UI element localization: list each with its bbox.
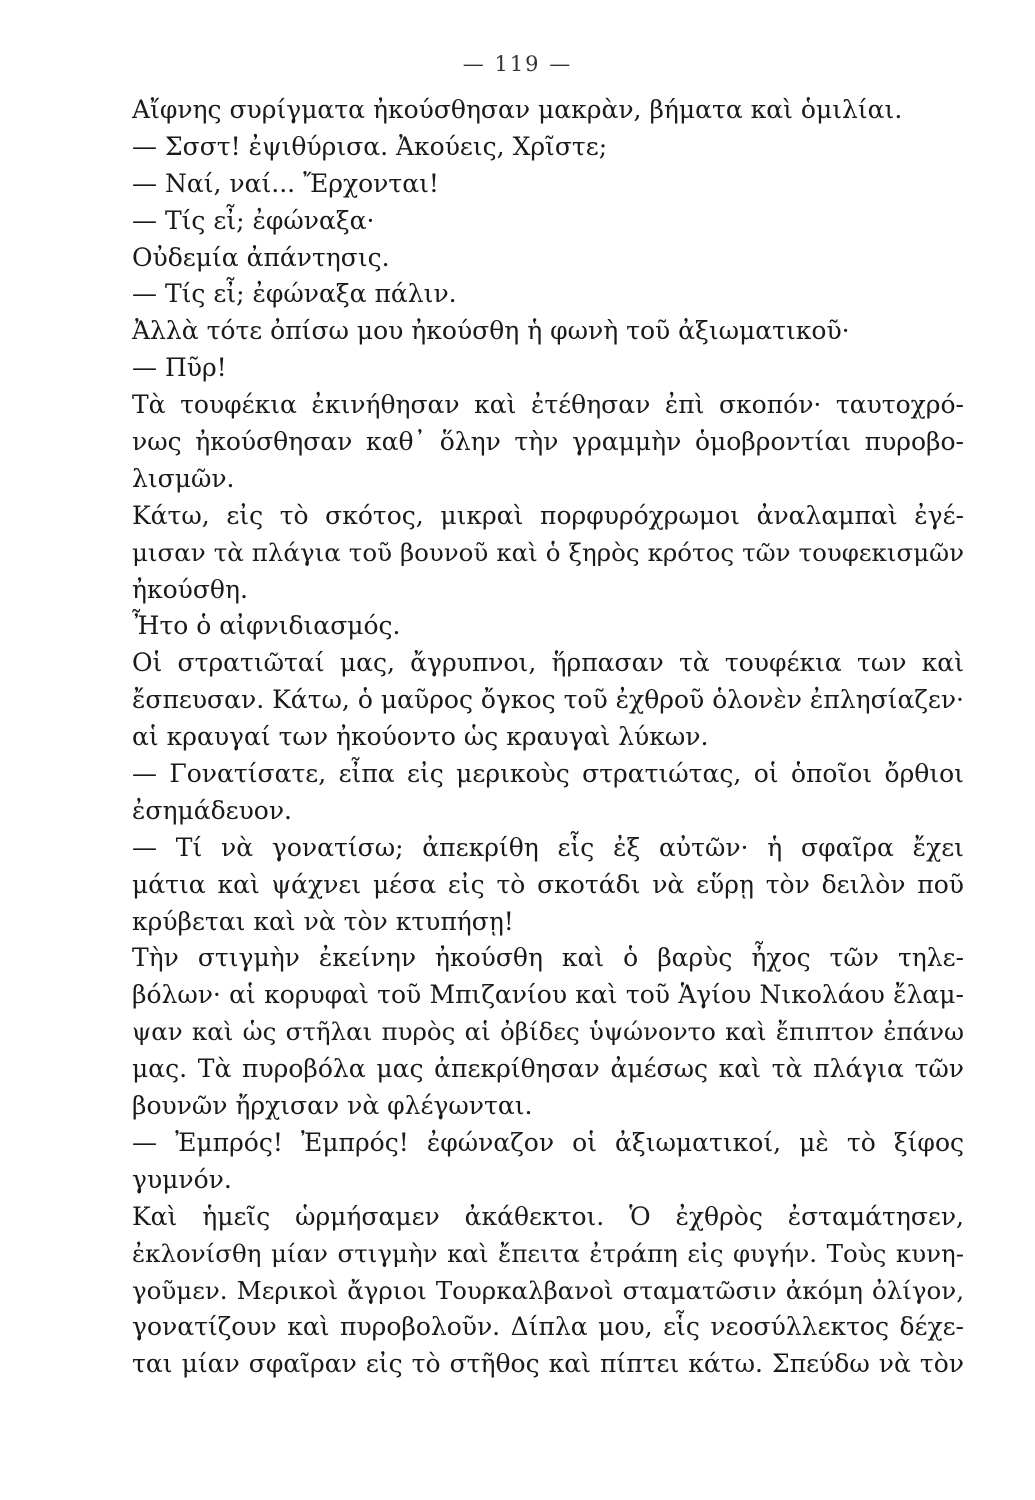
text-line: Αἴφνης συρίγματα ἠκούσθησαν μακρὰν, βήματα καὶ ὁμιλίαι.	[132, 95, 903, 124]
text-line: ψαν καὶ ὡς στῆλαι πυρὸς αἱ ὀβίδες ὑψώνοντο καὶ ἔπιπτον ἐπάνω	[132, 1017, 964, 1047]
text-line: — Πῦρ!	[132, 353, 227, 383]
text-line: — Τί νὰ γονατίσω; ἀπεκρίθη εἷς ἐξ αὐτῶν· ἡ σφαῖρα ἔχει	[132, 832, 964, 862]
text-line: ἐσημάδευον.	[132, 795, 292, 825]
text-line: — Τίς εἶ; ἐφώναξα·	[132, 205, 375, 235]
text-line: βουνῶν ἤρχισαν νὰ φλέγωνται.	[132, 1091, 533, 1121]
text-line: μας. Τὰ πυροβόλα μας ἀπεκρίθησαν ἀμέσως καὶ τὰ πλάγια τῶν	[132, 1054, 964, 1084]
text-line: — Σσστ! ἐψιθύρισα. Ἀκούεις, Χρῖστε;	[132, 131, 608, 161]
text-line: Ἦτο ὁ αἰφνιδιασμός.	[132, 611, 401, 641]
page-number: — 119 —	[462, 52, 573, 76]
text-line: βόλων· αἱ κορυφαὶ τοῦ Μπιζανίου καὶ τοῦ Ἁγίου Νικολάου ἔλαμ-	[132, 980, 964, 1010]
body-text	[132, 92, 964, 1383]
text-line: μισαν τὰ πλάγια τοῦ βουνοῦ καὶ ὁ ξηρὸς κρότος τῶν τουφεκισμῶν	[132, 537, 964, 567]
text-line: Οὐδεμία ἀπάντησις.	[132, 242, 390, 272]
text-line: γοῦμεν. Μερικοὶ ἄγριοι Τουρκαλβανοὶ σταματῶσιν ἀκόμη ὀλίγον,	[132, 1275, 964, 1305]
text-line: νως ἠκούσθησαν καθ᾽ ὅλην τὴν γραμμὴν ὁμοβροντίαι πυροβο-	[132, 427, 964, 457]
text-line: Κάτω, εἰς τὸ σκότος, μικραὶ πορφυρόχρωμοι ἀναλαμπαὶ ἐγέ-	[132, 500, 964, 530]
text-line: ἔσπευσαν. Κάτω, ὁ μαῦρος ὄγκος τοῦ ἐχθροῦ ὁλονὲν ἐπλησίαζεν·	[132, 685, 964, 715]
text-line: — Ναί, ναί... Ἔρχονται!	[132, 168, 439, 198]
text-line: Ἀλλὰ τότε ὀπίσω μου ἠκούσθη ἡ φωνὴ τοῦ ἀξιωματικοῦ·	[132, 316, 850, 346]
text-line: ἐκλονίσθη μίαν στιγμὴν καὶ ἔπειτα ἐτράπη εἰς φυγήν. Τοὺς κυνη-	[132, 1238, 964, 1268]
text-line: ται μίαν σφαῖραν εἰς τὸ στῆθος καὶ πίπτει κάτω. Σπεύδω νὰ τὸν	[132, 1349, 964, 1379]
text-line: γονατίζουν καὶ πυροβολοῦν. Δίπλα μου, εἷς νεοσύλλεκτος δέχε-	[132, 1312, 964, 1342]
text-line: μάτια καὶ ψάχνει μέσα εἰς τὸ σκοτάδι νὰ εὕρῃ τὸν δειλὸν ποῦ	[132, 869, 964, 899]
text-line: — Τίς εἶ; ἐφώναξα πάλιν.	[132, 279, 457, 309]
text-line: γυμνόν.	[132, 1164, 232, 1194]
text-line: Τὴν στιγμὴν ἐκείνην ἠκούσθη καὶ ὁ βαρὺς ἦχος τῶν τηλε-	[132, 943, 964, 973]
text-line: λισμῶν.	[132, 463, 235, 493]
text-line: Καὶ ἡμεῖς ὡρμήσαμεν ἀκάθεκτοι. Ὁ ἐχθρὸς ἐσταμάτησεν,	[132, 1201, 964, 1231]
text-line: — Ἐμπρός! Ἐμπρός! ἐφώναζον οἱ ἀξιωματικοί, μὲ τὸ ξίφος	[132, 1127, 964, 1157]
text-line: κρύβεται καὶ νὰ τὸν κτυπήσῃ!	[132, 906, 514, 936]
text-line: — Γονατίσατε, εἶπα εἰς μερικοὺς στρατιώτας, οἱ ὁποῖοι ὄρθιοι	[132, 759, 964, 789]
text-line: Οἱ στρατιῶταί μας, ἄγρυπνοι, ἥρπασαν τὰ τουφέκια των καὶ	[132, 648, 964, 678]
text-line: ἠκούσθη.	[132, 574, 248, 604]
text-line: Τὰ τουφέκια ἐκινήθησαν καὶ ἐτέθησαν ἐπὶ σκοπόν· ταυτοχρό-	[132, 390, 964, 420]
text-line: αἱ κραυγαί των ἠκούοντο ὡς κραυγαὶ λύκων.	[132, 722, 709, 752]
